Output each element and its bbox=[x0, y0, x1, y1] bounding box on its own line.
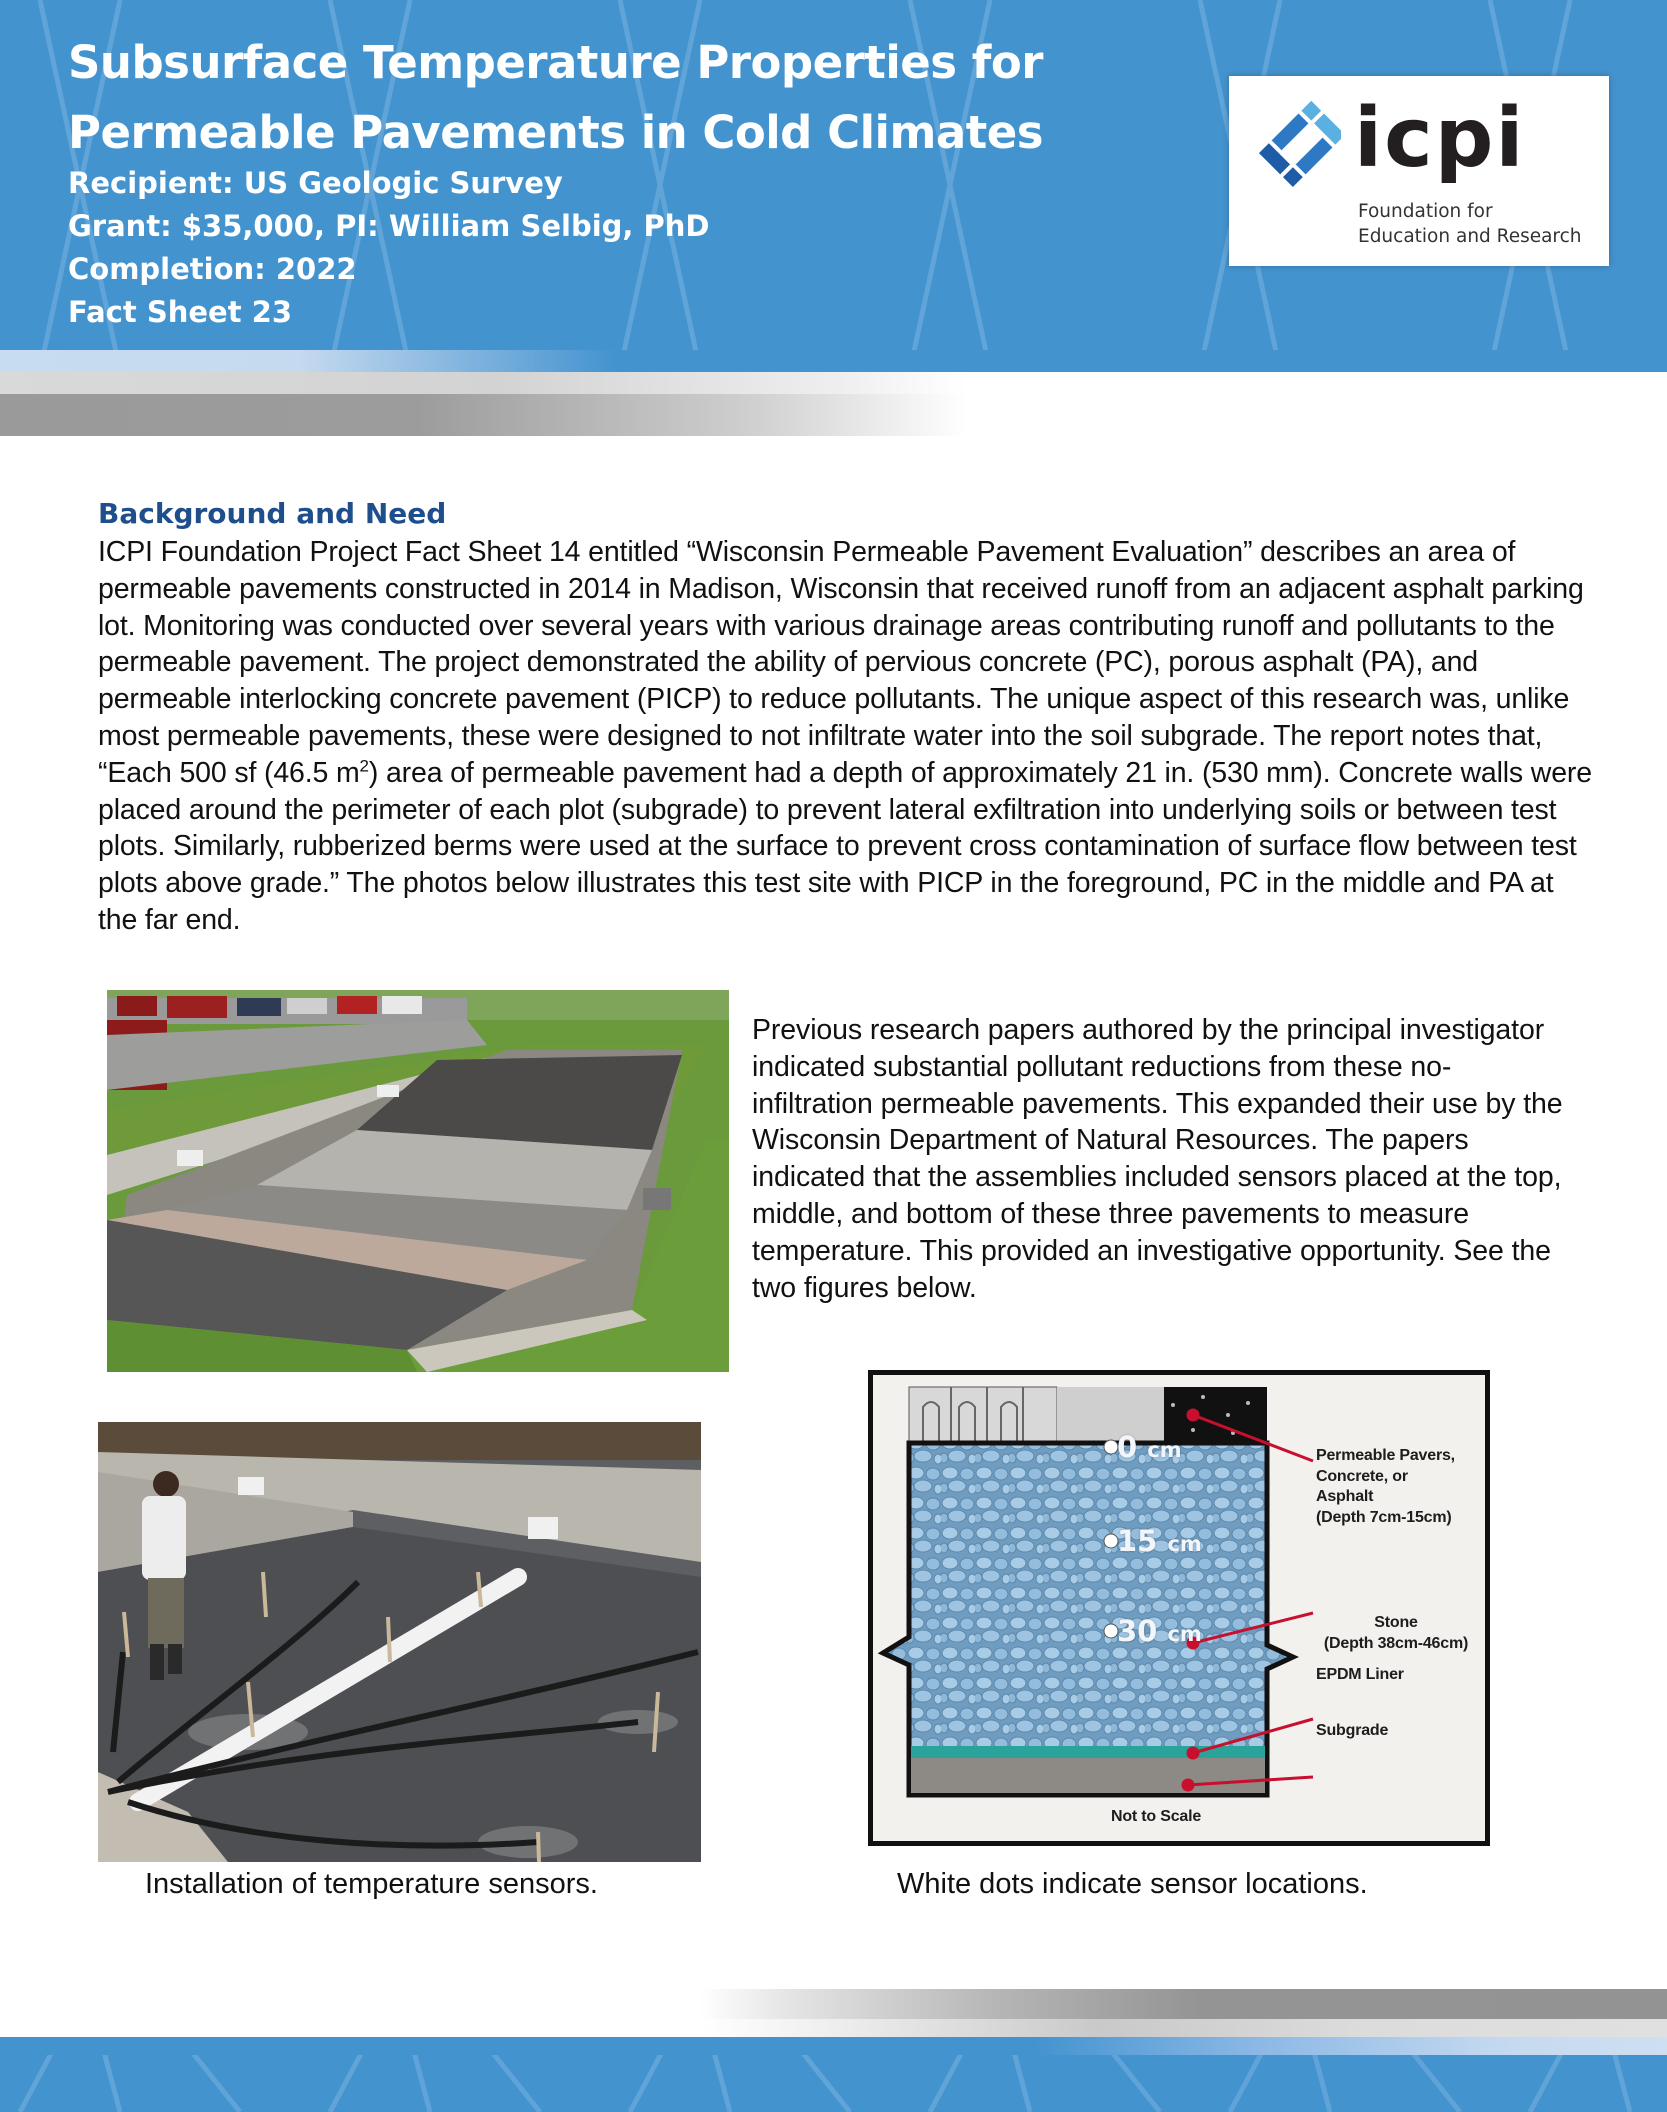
depth-unit: cm bbox=[1167, 1532, 1202, 1556]
diagram-caption: White dots indicate sensor locations. bbox=[897, 1868, 1368, 1900]
logo-wordmark: icpi bbox=[1354, 91, 1526, 186]
header-gradient-band bbox=[0, 350, 1667, 372]
header-banner bbox=[0, 0, 1667, 370]
recipient: Recipient: US Geologic Survey bbox=[68, 166, 563, 200]
header-gray-band-2 bbox=[0, 394, 1667, 436]
side-paragraph: Previous research papers authored by the principal investigator indicated substantial pollutant reductions from these no-infiltration permeable pavements. This expanded their use by the Wisconsin Department of Natural Resources. The papers indicated that the assemblies included sensors placed at the top, middle, and bottom of these three pavements to measure temperature. This provided an investigative opportunity. See the two figures below. bbox=[752, 1014, 1563, 1304]
label-surface-line-1: Permeable Pavers, bbox=[1316, 1447, 1455, 1464]
section-heading: Background and Need bbox=[98, 497, 447, 530]
logo-subtitle-line-1: Foundation for bbox=[1358, 201, 1493, 222]
depth-label-30 bbox=[1117, 1616, 1202, 1649]
installation-caption: Installation of temperature sensors. bbox=[145, 1868, 598, 1900]
page-title bbox=[68, 28, 1043, 168]
leader-dot-liner bbox=[1188, 1748, 1198, 1758]
title-line-1: Subsurface Temperature Properties for bbox=[68, 36, 1043, 89]
label-surface-layer bbox=[1316, 1446, 1455, 1528]
depth-label-15 bbox=[1117, 1526, 1202, 1559]
grant: Grant: $35,000, PI: William Selbig, PhD bbox=[68, 209, 710, 243]
sensor-dot-30cm bbox=[1104, 1624, 1118, 1638]
depth-value: 15 bbox=[1117, 1524, 1158, 1558]
icpi-logo-mark-icon bbox=[1249, 96, 1341, 206]
test-site-photo bbox=[107, 990, 729, 1372]
label-stone-layer bbox=[1316, 1613, 1476, 1654]
icpi-logo bbox=[1229, 76, 1609, 266]
label-surface-line-3: Asphalt bbox=[1316, 1488, 1374, 1505]
title-line-2: Permeable Pavements in Cold Climates bbox=[68, 106, 1044, 159]
project-meta bbox=[68, 162, 709, 334]
logo-subtitle bbox=[1358, 199, 1582, 249]
footer-gradient-band bbox=[0, 2037, 1667, 2055]
sensor-installation-photo bbox=[98, 1422, 701, 1862]
logo-subtitle-line-2: Education and Research bbox=[1358, 226, 1582, 247]
subgrade-layer bbox=[911, 1758, 1265, 1793]
depth-unit: cm bbox=[1147, 1438, 1182, 1462]
sensor-diagram bbox=[868, 1370, 1490, 1846]
label-surface-line-2: Concrete, or bbox=[1316, 1467, 1408, 1485]
superscript: 2 bbox=[359, 756, 369, 776]
not-to-scale-note: Not to Scale bbox=[1111, 1808, 1202, 1825]
paragraph-part-1: ICPI Foundation Project Fact Sheet 14 entitled “Wisconsin Permeable Pavement Evaluation” describes an area of permeable pavements constructed in 2014 in Madison, Wisconsin that received runoff from an adjacent asphalt parking lot. Monitoring was conducted over several years with various drainage areas contributing runoff and pollutants to the permeable pavement. The project demonstrated the ability of pervious concrete (PC), porous asphalt (PA), and permeable interlocking concrete pavement (PICP) to reduce pollutants. The unique aspect of this research was, unlike most permeable pavements, these were designed to not infiltrate water into the soil subgrade. The report notes that, “Each 500 sf (46.5 m bbox=[98, 536, 1584, 789]
completion: Completion: 2022 bbox=[68, 252, 357, 286]
background-paragraph bbox=[98, 534, 1598, 939]
leader-dot-surface bbox=[1188, 1410, 1198, 1420]
depth-value: 30 bbox=[1117, 1614, 1158, 1648]
depth-unit: cm bbox=[1167, 1622, 1202, 1646]
paragraph-part-2: ) area of permeable pavement had a depth of approximately 21 in. (530 mm). Concrete walls were placed around the perimeter of each plot (subgrade) to prevent lateral exfiltration into underlying soils or between test plots. Similarly, rubberized berms were used at the surface to prevent cross contamination of surface flow between test plots above grade.” The photos below illustrates this test site with PICP in the foreground, PC in the middle and PA at the far end. bbox=[98, 756, 1592, 936]
sensor-dot-15cm bbox=[1104, 1534, 1118, 1548]
footer-gray-band-2 bbox=[0, 2019, 1667, 2037]
depth-value: 0 bbox=[1117, 1430, 1138, 1464]
label-stone-line-2: (Depth 38cm-46cm) bbox=[1323, 1634, 1469, 1652]
label-subgrade: Subgrade bbox=[1316, 1722, 1389, 1739]
label-stone-line-1: Stone bbox=[1374, 1614, 1418, 1631]
leader-dot-subgrade bbox=[1183, 1780, 1193, 1790]
header-gray-band-1 bbox=[0, 372, 1667, 394]
depth-label-0 bbox=[1117, 1432, 1182, 1465]
sensor-dot-0cm bbox=[1104, 1440, 1118, 1454]
label-epdm-liner: EPDM Liner bbox=[1316, 1666, 1404, 1683]
fact-sheet-number: Fact Sheet 23 bbox=[68, 295, 293, 329]
footer-gray-band-1 bbox=[0, 1989, 1667, 2019]
label-surface-line-4: (Depth 7cm-15cm) bbox=[1316, 1508, 1452, 1526]
